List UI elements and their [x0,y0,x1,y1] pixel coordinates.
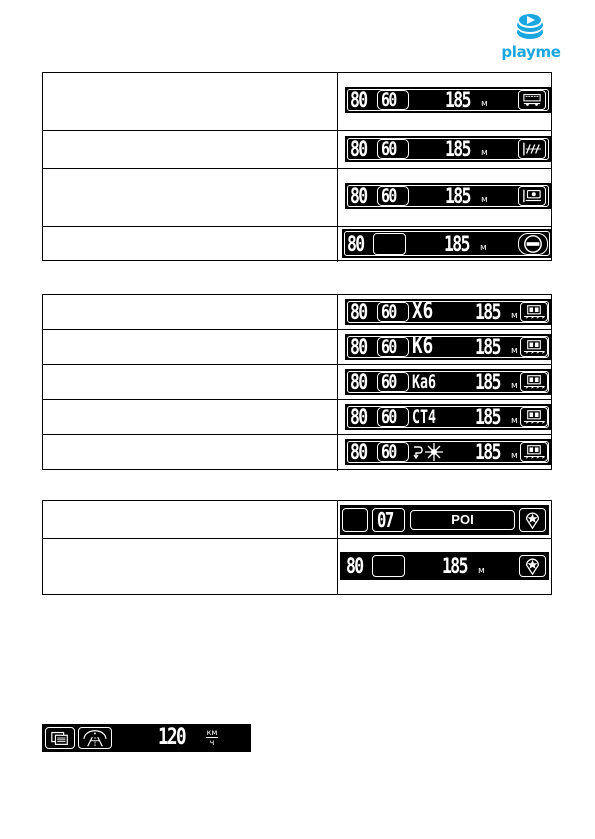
camera-gantry-icon [520,302,548,322]
speed-limit-main: 80 [350,440,367,464]
distance-value: 185 [444,232,469,256]
features-table-1 [42,72,552,261]
distance-unit: м [511,416,518,426]
speed-limit-main: 80 [350,88,367,112]
distance-value: 185 [475,405,500,429]
speed-unit-bottom: ч [209,738,215,747]
table-row [43,539,551,594]
camera-gantry-icon [520,442,548,462]
distance-unit: м [481,99,488,109]
speed-limit-main: 80 [350,405,367,429]
camera-type-label: Х6 [412,299,434,324]
no-entry-icon [518,233,548,255]
hud-display [345,299,551,325]
hud-display [345,369,551,395]
camera-type-label: К6 [412,334,434,359]
distance-unit: м [511,346,518,356]
road-markings-camera-icon [518,139,546,159]
poi-pin-icon [519,508,546,532]
speed-limit-box-text: 60 [381,138,396,160]
hud-display [342,229,552,258]
speed-limit-main: 80 [350,137,367,161]
camera-type-label: СТ4 [412,406,437,428]
hud-display [345,334,551,360]
description-cell [43,400,338,434]
distance-unit: м [478,566,485,576]
description-cell [43,73,338,130]
description-cell [43,501,338,538]
camera-type-label: Ка6 [412,371,437,393]
distance-value: 185 [475,300,500,324]
speed-limit-box-text: 60 [381,406,396,428]
radar-icon [78,727,112,749]
speed-limit-main: 80 [350,335,367,359]
table-row [43,400,551,435]
distance-value: 185 [445,184,470,208]
speed-limit-box-text: 60 [381,371,396,393]
table-row [43,169,551,227]
hud-display [345,404,551,430]
poi-number: 07 [377,508,393,532]
pedestrian-crossing-camera-icon [518,186,546,206]
speed-limit-box-text: 60 [381,336,396,358]
distance-value: 185 [475,370,500,394]
hud-display [340,552,549,580]
hud-display [345,439,551,465]
hud-display [345,87,551,113]
distance-unit: м [481,148,488,158]
distance-unit: м [480,243,487,253]
distance-unit: м [511,451,518,461]
speed-limit-box-text: 60 [381,185,396,207]
blank-panel [342,508,368,532]
speed-limit-main: 80 [346,554,363,578]
table-row [43,227,551,262]
features-table-3 [42,500,552,595]
hud-display [345,183,551,209]
hud-display [345,136,551,162]
speed-limit-main: 80 [347,232,364,256]
speed-limit-box-text: 60 [381,301,396,323]
features-table-2 [42,294,552,470]
speed-limit-box [373,233,406,255]
hud-display [340,505,549,535]
menu-icon [45,727,75,749]
distance-unit: м [481,195,488,205]
description-cell [43,539,338,594]
description-cell [43,295,338,329]
speed-limit-box-text: 60 [381,441,396,463]
distance-value: 185 [475,440,500,464]
speed-unit-top: км [206,728,218,737]
distance-value: 185 [445,88,470,112]
bus-lane-camera-icon [518,90,546,110]
description-cell [43,227,338,262]
table-row [43,435,551,471]
status-bar [42,724,251,752]
table-row [43,501,551,539]
distance-value: 185 [445,137,470,161]
camera-gantry-icon [520,407,548,427]
table-row [43,73,551,131]
speed-limit-box-text: 60 [381,89,396,111]
speed-unit [206,728,218,747]
distance-unit: м [511,381,518,391]
table-row [43,295,551,330]
playme-logo [496,10,566,64]
flash-icon [411,441,445,463]
brand-name: playme [501,43,561,61]
description-cell [43,435,338,471]
poi-label: POI [410,510,515,530]
speed-limit-main: 80 [350,184,367,208]
camera-gantry-icon [520,372,548,392]
table-row [43,365,551,400]
table-row [43,131,551,169]
speed-limit-box [372,555,405,577]
description-cell [43,131,338,168]
playme-logo-icon [514,10,546,42]
description-cell [43,365,338,399]
speed-limit-main: 80 [350,370,367,394]
description-cell [43,169,338,226]
camera-gantry-icon [520,337,548,357]
distance-value: 185 [442,554,467,578]
table-row [43,330,551,365]
poi-pin-icon [519,555,546,577]
speed-limit-main: 80 [350,300,367,324]
current-speed: 120 [158,725,185,750]
distance-unit: м [511,311,518,321]
description-cell [43,330,338,364]
distance-value: 185 [475,335,500,359]
